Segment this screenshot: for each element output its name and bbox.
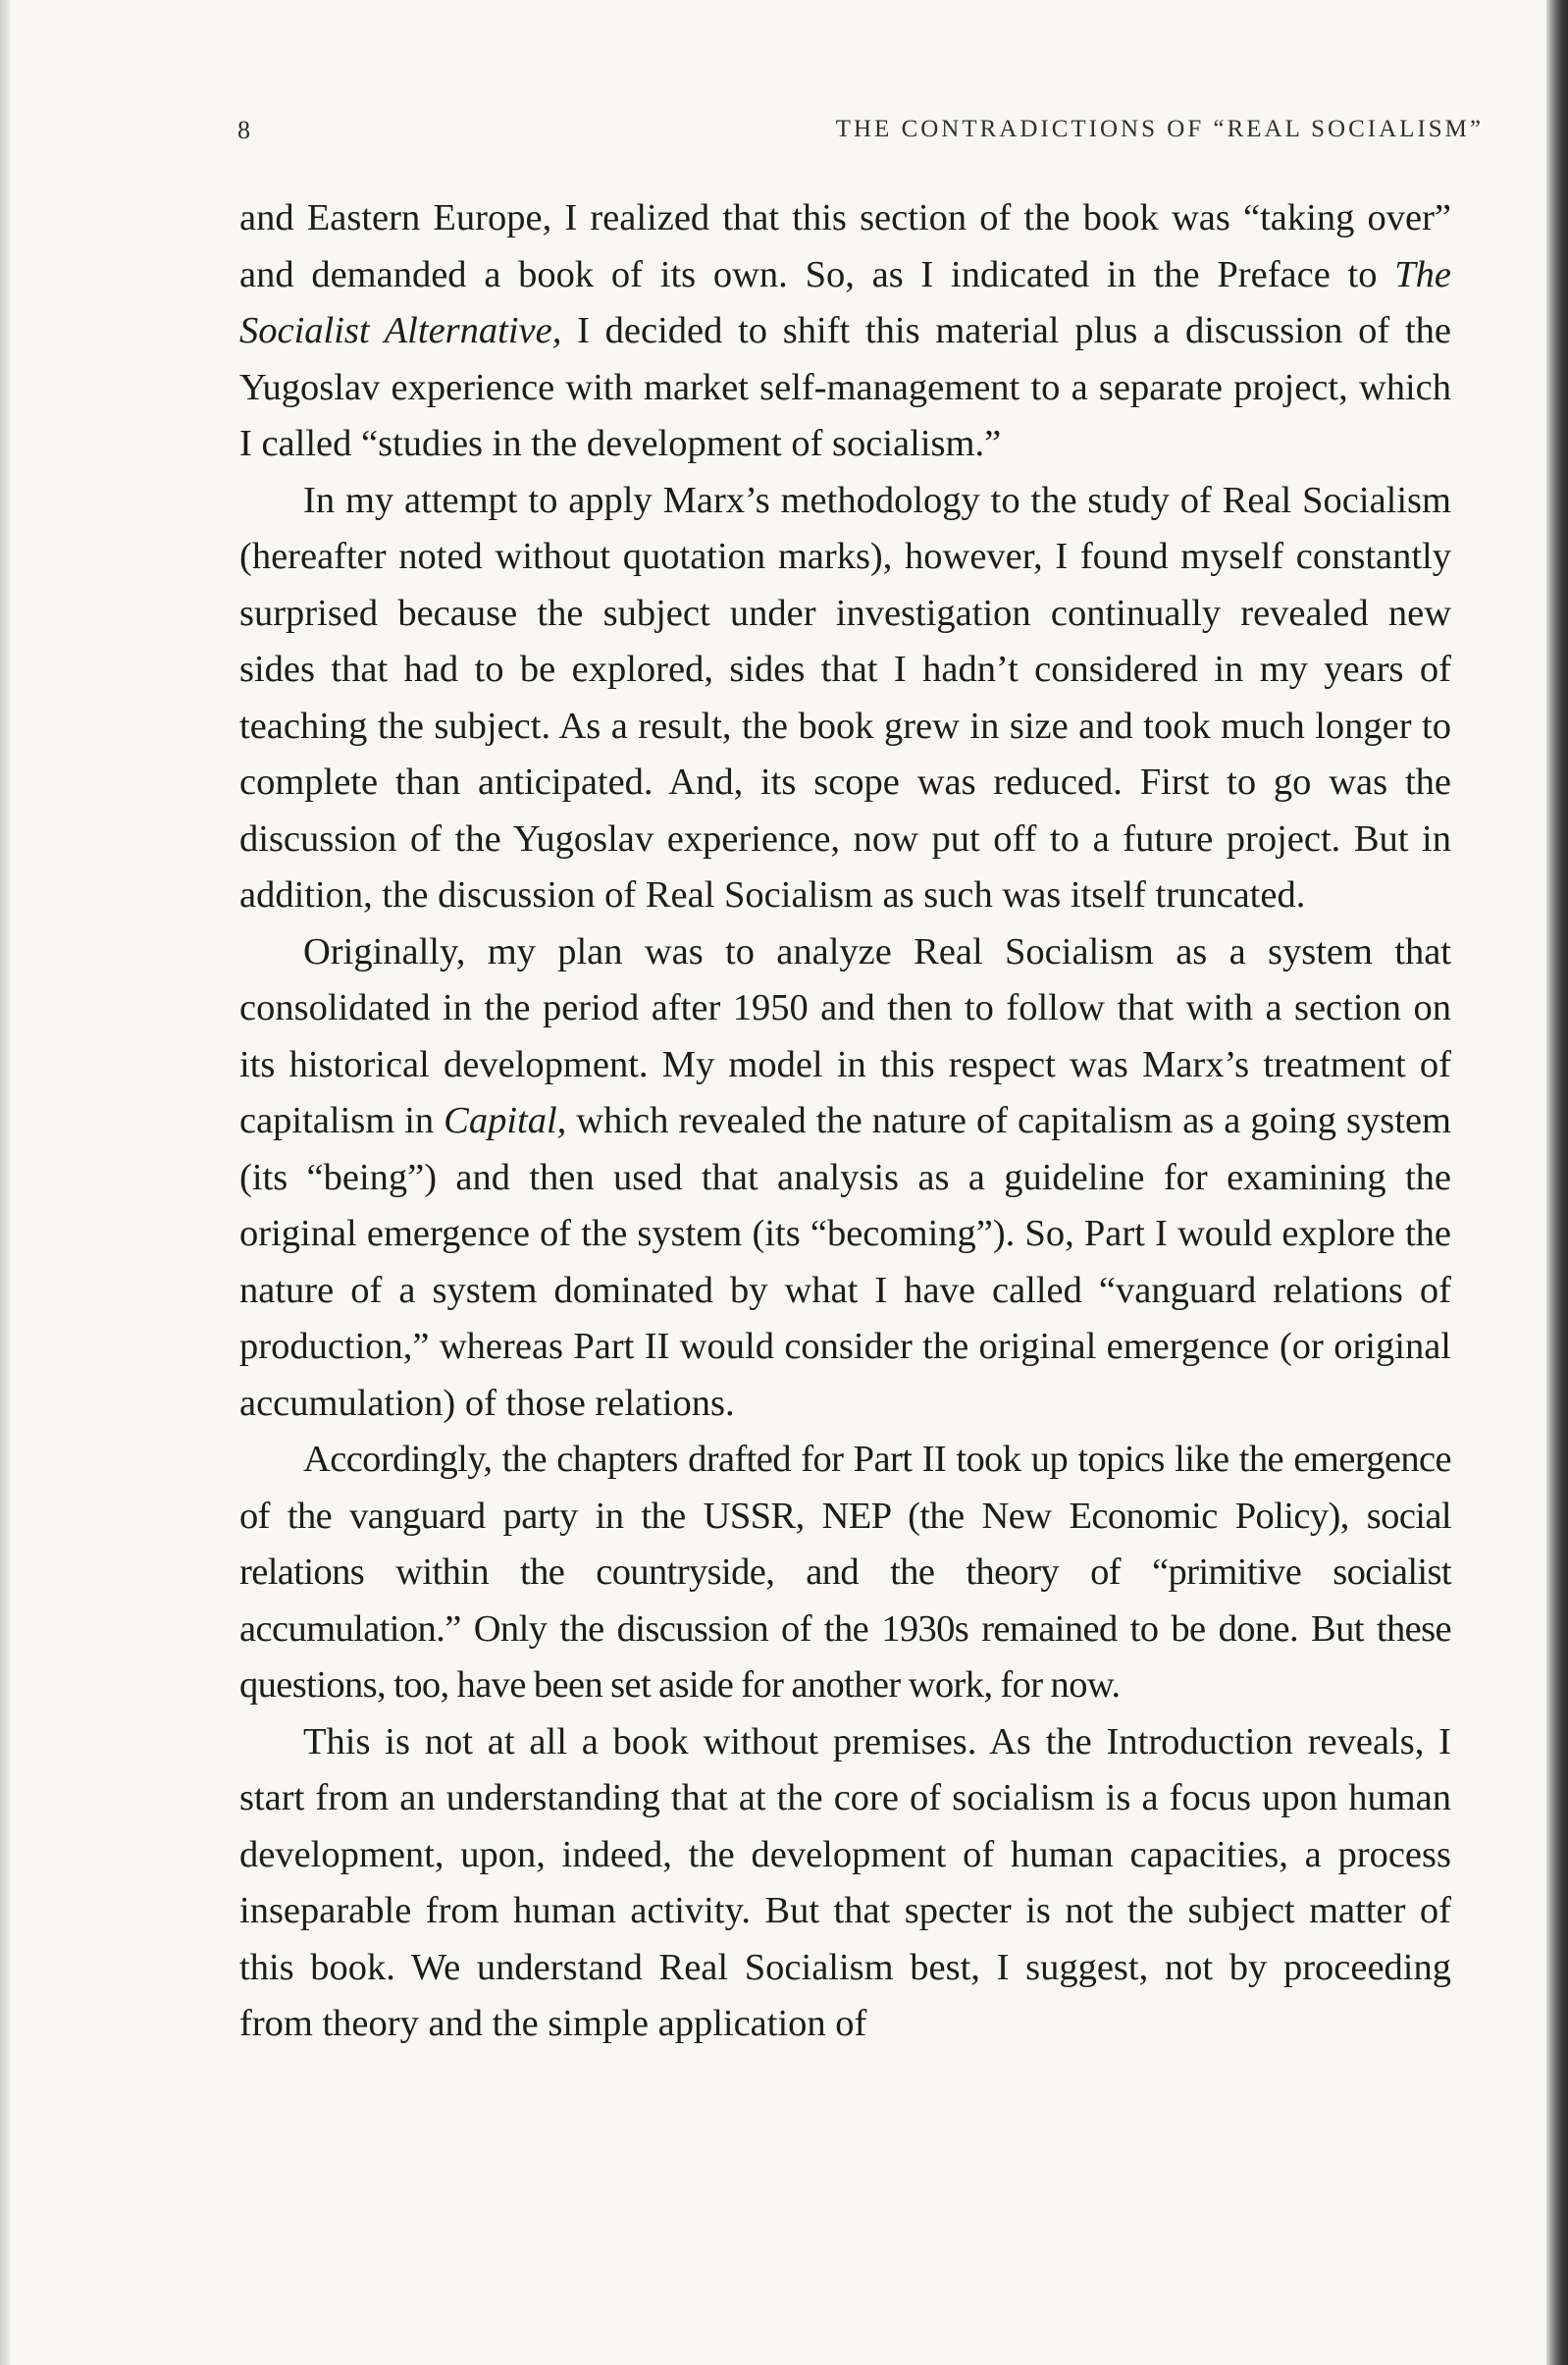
page-number: 8 xyxy=(237,116,251,144)
paragraph-4: Accordingly, the chapters drafted for Part II took up topics like the emergence of the vanguard party in the USSR, NEP (the New Economic Policy), social relations within the countryside, and the theory of “primitive socialist accumulation.” Only the discussion of the 1930s remained to be done. But these questions, too, have been set aside for another work, for now. xyxy=(239,1439,1451,1706)
paragraph-1-text-b: I decided to shift this material plus a discussion of the Yugoslav experience with market self-management to a separate project, which I called “studies in the development of socialism.” xyxy=(239,310,1451,464)
paragraph-1 xyxy=(239,190,1451,473)
body-text xyxy=(239,190,1451,2053)
capital-title-italic: Capital, xyxy=(444,1100,567,1141)
scan-left-edge xyxy=(0,0,10,2365)
paragraph-3 xyxy=(239,924,1451,1433)
scan-right-edge xyxy=(1546,0,1568,2365)
book-title-italic: The Socialist Alternative, xyxy=(239,253,1451,351)
paragraph-3-text-b: which revealed the nature of capitalism as a going system (its “being”) and then used that analysis as a guideline for examining the original emergence of the system (its “becoming”). So, Part I would explore the nature of a system dominated by what I have called “vanguard relations of production,” whereas Part II would consider the original emergence (or original accumulation) of those relations. xyxy=(239,1100,1451,1424)
paragraph-1-text-a: and Eastern Europe, I realized that this section of the book was “taking over” and demanded a book of its own. So, as I indicated in the Preface to xyxy=(239,197,1451,295)
paragraph-3-text-a: Originally, my plan was to analyze Real Socialism as a system that consolidated in the period after 1950 and then to follow that with a section on its historical development. My model in this respect was Marx’s treatment of capitalism in xyxy=(239,930,1451,1141)
paragraph-2: In my attempt to apply Marx’s methodology to the study of Real Socialism (hereafter noted without quotation marks), however, I found myself constantly surprised because the subject under investigation continually revealed new sides that had to be explored, sides that I hadn’t considered in my years of teaching the subject. As a result, the book grew in size and took much longer to complete than anticipated. And, its scope was reduced. First to go was the discussion of the Yugoslav experience, now put off to a future project. But in addition, the discussion of Real Socialism as such was itself truncated. xyxy=(239,479,1451,916)
paragraph-5: This is not at all a book without premises. As the Introduction reveals, I start from an understanding that at the core of socialism is a focus upon human development, upon, indeed, the development of human capacities, a process inseparable from human activity. But that specter is not the subject matter of this book. We understand Real Socialism best, I suggest, not by proceeding from theory and the simple application of xyxy=(239,1720,1451,2044)
running-title: THE CONTRADICTIONS OF “REAL SOCIALISM” xyxy=(835,116,1484,142)
running-header xyxy=(237,116,1484,155)
